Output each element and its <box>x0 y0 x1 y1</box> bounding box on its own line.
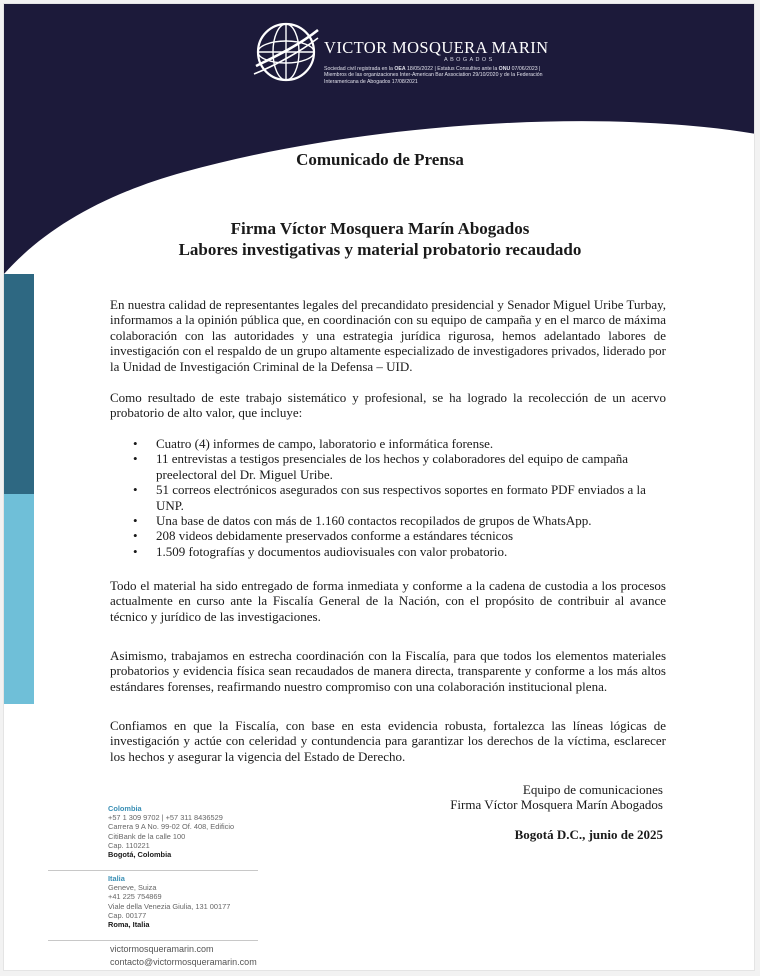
contact-phone: +41 225 754869 <box>108 892 162 902</box>
signature-team: Equipo de comunicaciones <box>522 782 663 797</box>
contact-address: Viale della Venezia Giulia, 131 00177 <box>108 901 231 911</box>
contact-phones: +57 1 309 9702 | +57 311 8436529 <box>108 813 223 823</box>
signature-firm: Firma Víctor Mosquera Marín Abogados <box>450 797 663 812</box>
contact-colombia <box>108 804 234 859</box>
contact-address: Carrera 9 A No. 99-02 Of. 408, Edificio <box>108 822 235 832</box>
brand-registration-notes: Sociedad civil registrada en la OEA 18/05/2022 | Estatus Consultivo ante la ONU 07/06/2023 | Miembros de las organizaciones Inter-American Bar Association 29/10/2020 y de la Federación Interamericana de Abogados 17/08/2021 <box>324 66 543 85</box>
contact-country: Italia <box>108 874 125 883</box>
website-link[interactable]: victormosqueramarin.com <box>110 944 214 954</box>
place-date: Bogotá D.C., junio de 2025 <box>514 827 663 842</box>
divider <box>48 870 258 871</box>
paragraph-closing: Confiamos en que la Fiscalía, con base en esta evidencia robusta, fortalezca las líneas lógicas de investigación y actúe con celeridad y contundencia para garantizar los derechos de la víctima, esclarecer los hechos y asegurar la vigencia del Estado de Derecho. <box>110 718 666 764</box>
contact-city: Roma, Italia <box>108 920 150 930</box>
contact-city: Bogotá, Colombia <box>108 850 172 860</box>
brand-name: VICTOR MOSQUERA MARIN <box>324 38 549 57</box>
list-item: • 11 entrevistas a testigos presenciales de los hechos y colaboradores del equipo de campaña preelectoral del Dr. Miguel Uribe. <box>130 451 666 482</box>
document-subtitle-topic: Labores investigativas y material probatorio recaudado <box>178 240 582 259</box>
email-link[interactable]: contacto@victormosqueramarin.com <box>110 957 257 967</box>
globe-icon <box>252 18 320 86</box>
evidence-list <box>130 436 666 559</box>
brand-subtitle: ABOGADOS <box>444 57 495 63</box>
contact-postal: Cap. 110221 <box>108 840 150 850</box>
paragraph-results: Como resultado de este trabajo sistemático y profesional, se ha logrado la recolección de un acervo probatorio de alto valor, que incluye: <box>110 390 666 421</box>
list-item: • 1.509 fotografías y documentos audiovisuales con valor probatorio. <box>130 544 666 559</box>
paragraph-intro: En nuestra calidad de representantes legales del precandidato presidencial y Senador Miguel Uribe Turbay, informamos a la opinión pública que, en coordinación con su equipo de campaña y en el marco de máxima colaboración con las autoridades y una estrategia jurídica rigurosa, hemos adelantado labores de investigación con el respaldo de un grupo altamente especializado de investigadores privados, liderado por la Unidad de Investigación Criminal de la Defensa – UID. <box>110 297 666 374</box>
contact-country: Colombia <box>108 804 142 813</box>
list-item: • 51 correos electrónicos asegurados con sus respectivos soportes en formato PDF enviados a la UNP. <box>130 482 666 513</box>
document-subtitle-firm: Firma Víctor Mosquera Marín Abogados <box>230 219 530 238</box>
contact-office: Geneve, Suiza <box>108 883 157 893</box>
list-item: • Una base de datos con más de 1.160 contactos recopilados de grupos de WhatsApp. <box>130 513 666 528</box>
paragraph-coordination: Asimismo, trabajamos en estrecha coordinación con la Fiscalía, para que todos los elementos materiales probatorios y evidencia física sean recaudados de manera directa, transparente y conforme a los más altos estándares forenses, reafirmando nuestro compromiso con una colaboración institucional plena. <box>110 648 666 694</box>
document-page <box>3 3 755 971</box>
contact-postal: Cap. 00177 <box>108 910 147 920</box>
brand-logo <box>252 18 722 108</box>
divider <box>48 940 258 941</box>
contact-italia <box>108 874 230 929</box>
list-item: • 208 videos debidamente preservados conforme a estándares técnicos <box>130 528 666 543</box>
list-item: • Cuatro (4) informes de campo, laboratorio e informática forense. <box>130 436 666 451</box>
contact-building: CitiBank de la calle 100 <box>108 831 186 841</box>
teal-stripe-light <box>4 494 34 704</box>
paragraph-custody: Todo el material ha sido entregado de forma inmediata y conforme a la cadena de custodia a los procesos actualmente en curso ante la Fiscalía General de la Nación, con el propósito de contribuir al avance técnico y jurídico de las investigaciones. <box>110 578 666 624</box>
document-title: Comunicado de Prensa <box>296 150 464 169</box>
